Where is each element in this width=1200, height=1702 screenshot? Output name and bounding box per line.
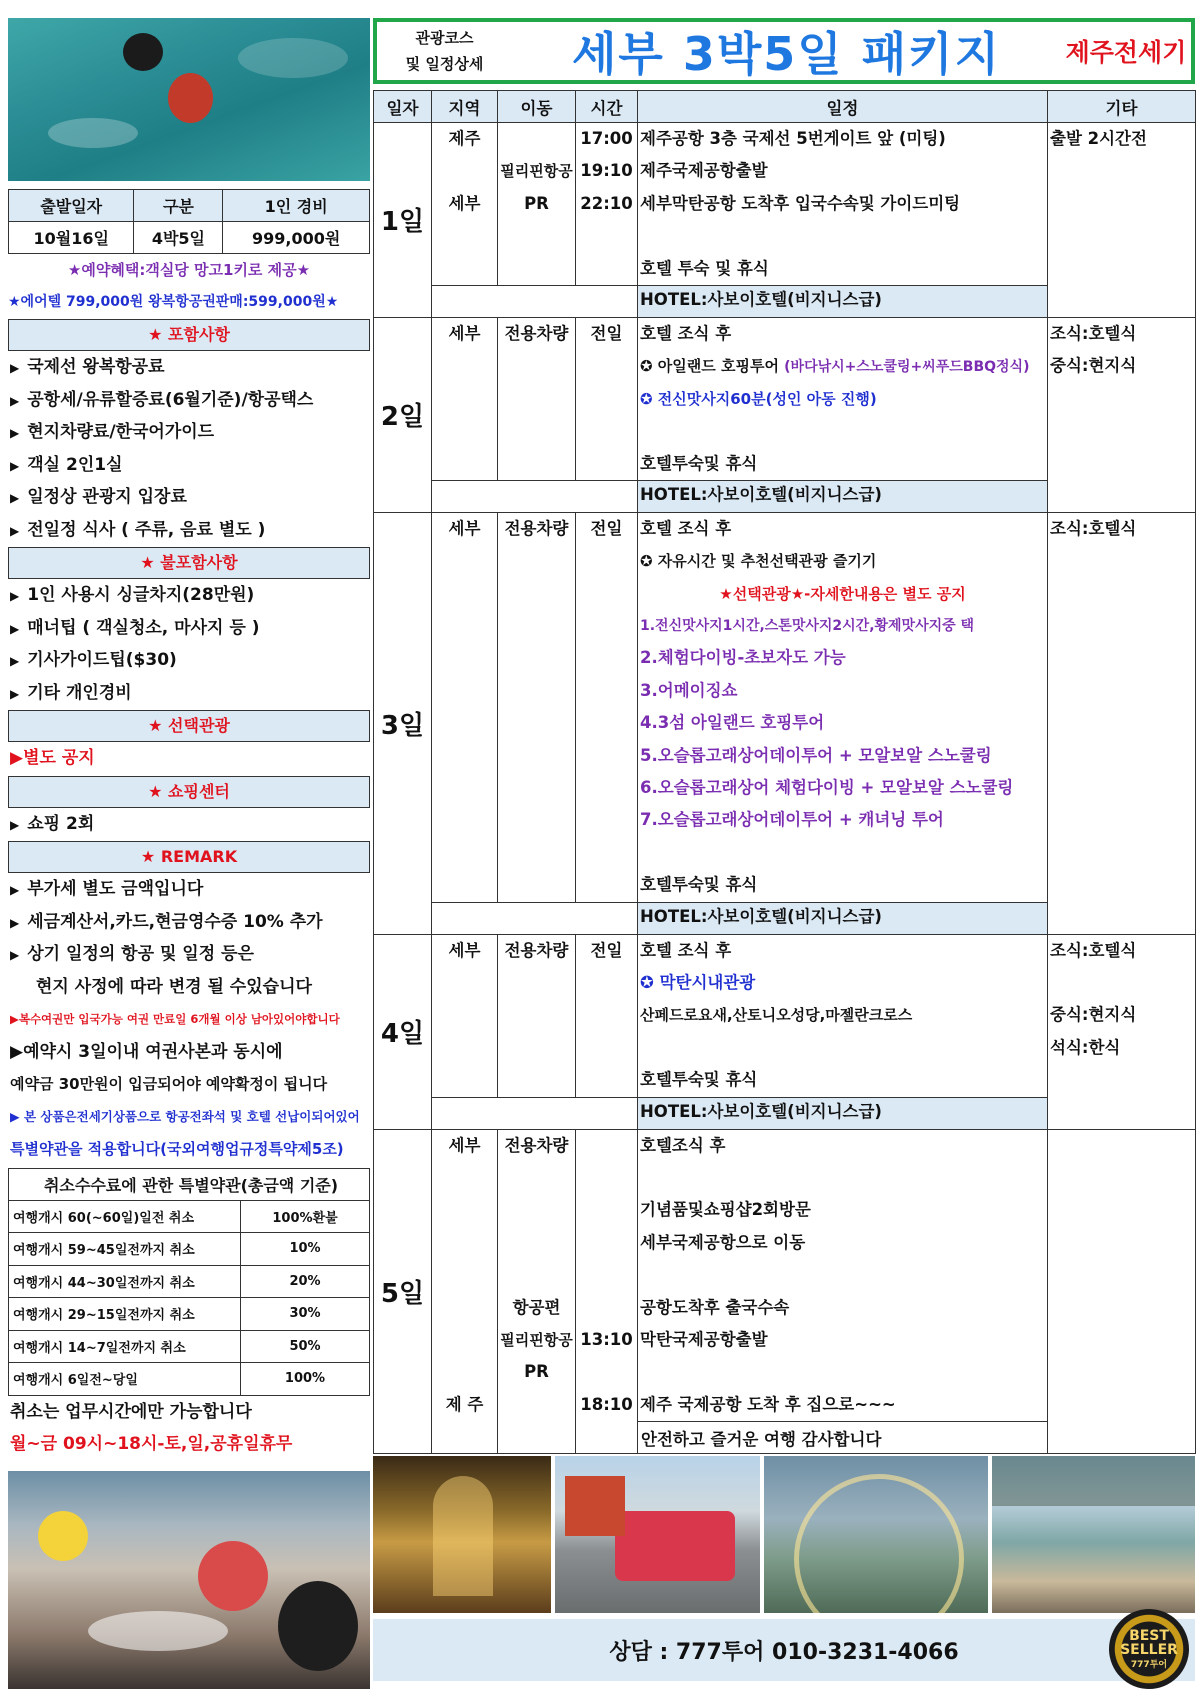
move-cell: 필리핀항공 PR — [498, 123, 576, 286]
info-type: 4박5일 — [134, 222, 223, 254]
bullet-icon: ▶ — [10, 621, 20, 636]
cancel-label: 여행개시 60(~60일)일전 취소 — [9, 1200, 241, 1233]
tree-line — [992, 1456, 1195, 1506]
special-line-1: ▶ 본 상품은전세기상품으로 항공전좌석 및 호텔 선납이되어있어 — [10, 1108, 360, 1124]
bullet-icon: ▶ — [10, 426, 20, 440]
cancel-table — [8, 1168, 370, 1396]
included-item: ▶ 객실 2인1실 — [10, 454, 123, 475]
excluded-header: ★ 불포함사항 — [8, 547, 370, 579]
day-4-row — [374, 934, 1196, 1097]
cancel-title: 취소수수료에 관한 특별약관(총금액 기준) — [9, 1168, 370, 1200]
cancel-pct: 30% — [241, 1298, 370, 1331]
bullet-icon: ▶ — [10, 491, 20, 505]
title-sub-line: 관광코스 — [415, 29, 474, 47]
special-line-2: 특별약관을 적용합니다(국외여행업규정특약제5조) — [10, 1140, 344, 1158]
move-cell: 전용차량 — [498, 512, 576, 902]
bullet-icon: ▶ — [10, 883, 20, 897]
cancel-row — [9, 1233, 370, 1266]
move-cell: 전용차량 — [498, 934, 576, 1097]
included-item: ▶ 전일정 식사 ( 주류, 음료 별도 ) — [10, 519, 266, 540]
remark-header: ★ REMARK — [8, 841, 370, 873]
badge-text: SELLER — [1120, 1641, 1178, 1658]
day-5-row — [374, 1129, 1196, 1422]
right-column — [373, 18, 1195, 1681]
title-sub-line: 및 일정상세 — [405, 55, 484, 73]
bullet-icon: ▶ — [10, 361, 20, 375]
day-label: 2일 — [374, 317, 432, 512]
col-header-region: 지역 — [432, 91, 498, 123]
group-lunch-photo — [8, 1471, 370, 1689]
agency-name: 제주전세기 — [1065, 38, 1187, 67]
page-title: 세부 3박5일 패키지 — [571, 27, 1002, 81]
region-cell: 세부 제 주 — [432, 1129, 498, 1454]
bullet-icon: ▶ — [10, 817, 20, 832]
cancel-label: 여행개시 59~45일전까지 취소 — [9, 1233, 241, 1266]
bullet-icon: ▶ — [10, 948, 20, 962]
hotel-line: HOTEL:사보이호텔(비지니스급) — [638, 902, 1048, 934]
cancel-pct: 50% — [241, 1330, 370, 1363]
star-sticker — [38, 1511, 88, 1561]
bullet-icon: ▶ — [10, 915, 20, 930]
cancel-pct: 20% — [241, 1265, 370, 1298]
bullet-icon: ▶ — [10, 686, 20, 701]
water-ripple — [48, 118, 138, 148]
jeepney-photo — [555, 1456, 760, 1613]
day-label: 1일 — [374, 123, 432, 318]
time-cell: 전일 — [576, 512, 638, 902]
plan-cell: 호텔 조식 후 ✪ 막탄시내관광 산페드로요새,산토니오성당,마젤란크로스 호텔투숙및 휴식 — [638, 934, 1048, 1097]
shopping-item: ▶ 쇼핑 2회 — [10, 813, 95, 834]
etc-cell: 조식:호텔식 — [1048, 512, 1196, 934]
person-figure — [278, 1581, 358, 1671]
cathedral-photo — [373, 1456, 551, 1613]
jeepney-vehicle — [615, 1511, 735, 1581]
passport-note: ▶복수여권만 입국가능 여권 만료일 6개월 이상 남아있어야합니다 — [10, 1012, 340, 1026]
hotel-blank — [432, 480, 638, 512]
bullet-icon: ▶ — [10, 458, 20, 473]
cancel-label: 여행개시 44~30일전까지 취소 — [9, 1265, 241, 1298]
rainbow-photo — [764, 1456, 988, 1613]
hotel-blank — [432, 1097, 638, 1129]
snorkeler-figure — [123, 33, 163, 71]
deposit-line-2: 예약금 30만원이 입금되어야 예약확정이 됩니다 — [10, 1075, 328, 1093]
info-date: 10월16일 — [9, 222, 134, 254]
region-cell: 세부 — [432, 512, 498, 902]
col-header-day: 일자 — [374, 91, 432, 123]
title-subtitle — [377, 25, 512, 77]
water-ripple — [238, 38, 348, 78]
time-cell: 13:10 18:10 — [576, 1129, 638, 1454]
col-header-time: 시간 — [576, 91, 638, 123]
benefit-line: ★예약혜택:객실당 망고1키로 제공★ — [67, 261, 311, 279]
cancel-pct: 10% — [241, 1233, 370, 1266]
optional-item: ▶별도 공지 — [10, 748, 95, 768]
move-cell: 전용차량 — [498, 317, 576, 480]
cancel-row — [9, 1200, 370, 1233]
included-item: ▶ 일정상 관광지 입장료 — [10, 487, 187, 507]
info-table — [8, 189, 370, 254]
cancel-row — [9, 1265, 370, 1298]
col-header-plan: 일정 — [638, 91, 1048, 123]
day-3-row — [374, 512, 1196, 902]
cancel-row — [9, 1363, 370, 1396]
cancel-pct: 100% — [241, 1363, 370, 1396]
day-label: 4일 — [374, 934, 432, 1129]
included-item: ▶ 현지차량료/한국어가이드 — [10, 422, 215, 442]
hotel-blank — [432, 285, 638, 317]
footer — [373, 1619, 1195, 1681]
cancel-label: 여행개시 29~15일전까지 취소 — [9, 1298, 241, 1331]
price-line: ★에어텔 799,000원 왕복항공권판매:599,000원★ — [8, 294, 339, 310]
time-cell: 전일 — [576, 317, 638, 480]
excluded-item: ▶ 기타 개인경비 — [10, 682, 132, 703]
bullet-icon: ▶ — [10, 654, 20, 668]
cancel-row — [9, 1330, 370, 1363]
time-cell: 전일 — [576, 934, 638, 1097]
contact-line: 상담 : 777투어 010-3231-4066 — [609, 1639, 959, 1665]
excluded-item: ▶ 매너팁 ( 객실청소, 마사지 등 ) — [10, 617, 260, 638]
hotel-blank — [432, 902, 638, 934]
excluded-item: ▶ 1인 사용시 싱글차지(28만원) — [10, 585, 255, 605]
day-label: 5일 — [374, 1129, 432, 1454]
photo-strip — [373, 1456, 1195, 1613]
included-item: ▶ 공항세/유류할증료(6월기준)/항공택스 — [10, 389, 314, 410]
info-price: 999,000원 — [223, 222, 370, 254]
cancel-note-2: 월~금 09시~18시-토,일,공휴일휴무 — [10, 1434, 293, 1454]
cancel-label: 여행개시 6일전~당일 — [9, 1363, 241, 1396]
snorkeling-photo — [8, 18, 370, 181]
farewell-line: 안전하고 즐거운 여행 감사합니다 — [638, 1422, 1048, 1454]
bullet-icon: ▶ — [10, 393, 20, 408]
region-cell: 제주 세부 — [432, 123, 498, 286]
remark-item: ▶ 세금계산서,카드,현금영수증 10% 추가 — [10, 911, 323, 932]
schedule-table — [373, 90, 1196, 1454]
region-cell: 세부 — [432, 934, 498, 1097]
etc-cell: 조식:호텔식 중식:현지식 석식:한식 — [1048, 934, 1196, 1129]
included-header: ★ 포함사항 — [8, 319, 370, 351]
best-seller-badge — [1109, 1609, 1189, 1689]
day-label: 3일 — [374, 512, 432, 934]
bullet-icon: ▶ — [10, 589, 20, 603]
info-header-type: 구분 — [134, 190, 223, 222]
day-1-row — [374, 123, 1196, 286]
remark-item-indent: 현지 사정에 따라 변경 될 수있습니다 — [36, 976, 312, 997]
shopping-header: ★ 쇼핑센터 — [8, 776, 370, 808]
optional-header: ★ 선택관광 — [8, 710, 370, 742]
badge-text: BEST — [1129, 1627, 1169, 1644]
time-cell: 17:00 19:10 22:10 — [576, 123, 638, 286]
title-box — [373, 18, 1195, 84]
deposit-line-1: ▶예약시 3일이내 여권사본과 동시에 — [10, 1041, 283, 1062]
hotel-line: HOTEL:사보이호텔(비지니스급) — [638, 480, 1048, 512]
info-header-price: 1인 경비 — [223, 190, 370, 222]
person-figure — [198, 1541, 268, 1611]
col-header-move: 이동 — [498, 91, 576, 123]
excluded-item: ▶ 기사가이드팁($30) — [10, 650, 177, 670]
col-header-etc: 기타 — [1048, 91, 1196, 123]
info-header-date: 출발일자 — [9, 190, 134, 222]
cancel-note-1: 취소는 업무시간에만 가능합니다 — [10, 1401, 252, 1422]
badge-text: 777투어 — [1130, 1659, 1168, 1670]
region-cell: 세부 — [432, 317, 498, 480]
included-item: ▶ 국제선 왕복항공료 — [10, 357, 165, 377]
altar-arch — [433, 1476, 493, 1596]
red-building — [565, 1476, 625, 1536]
plan-cell: 호텔 조식 후 ✪ 아일랜드 호핑투어 (바다낚시+스노쿨링+씨푸드BBQ정식) ✪ 전신맛사지60분(성인 아동 진행) 호텔투숙및 휴식 — [638, 317, 1048, 480]
bullet-icon: ▶ — [10, 523, 20, 538]
cancel-row — [9, 1298, 370, 1331]
remark-item: ▶ 부가세 별도 금액입니다 — [10, 879, 204, 899]
cancel-pct: 100%환불 — [241, 1200, 370, 1233]
plan-cell: 호텔조식 후 기념품및쇼핑샵2회방문 세부국제공항으로 이동 공항도착후 출국수속 막탄국제공항출발 제주 국제공항 도착 후 집으로~~~ — [638, 1129, 1048, 1422]
day-2-row — [374, 317, 1196, 480]
table-food — [88, 1611, 228, 1651]
etc-cell: 출발 2시간전 — [1048, 123, 1196, 318]
cancel-label: 여행개시 14~7일전까지 취소 — [9, 1330, 241, 1363]
etc-cell — [1048, 1129, 1196, 1454]
remark-item: ▶ 상기 일정의 항공 및 일정 등은 — [10, 944, 254, 964]
plan-cell: 호텔 조식 후 ✪ 자유시간 및 추천선택관광 즐기기 ★선택관광★-자세한내용은 별도 공지 1.전신맛사지1시간,스톤맛사지2시간,황제맛사지중 택 2.체험다이빙-초보자도 가능 3.어메이징쇼 4.3섬 아일랜드 호핑투어 5.오슬롭고래상어데이투어 + 모알보알 스노쿨링 6.오슬롭고래상어 체험다이빙 + 모알보알 스노쿨링 7.오슬롭고래상어데이투어 + 캐녀닝 투어 호텔투숙및 휴식 — [638, 512, 1048, 902]
snorkeler-figure — [168, 73, 213, 123]
rainbow-arc — [794, 1474, 964, 1613]
left-column — [8, 18, 370, 1689]
plan-cell: 제주공항 3층 국제선 5번게이트 앞 (미팅) 제주국제공항출발 세부막탄공항 도착후 입국수속및 가이드미팅 호텔 투숙 및 휴식 — [638, 123, 1048, 286]
hotel-line: HOTEL:사보이호텔(비지니스급) — [638, 1097, 1048, 1129]
move-cell: 전용차량 항공편 필리핀항공 PR — [498, 1129, 576, 1454]
etc-cell: 조식:호텔식 중식:현지식 — [1048, 317, 1196, 512]
beach-photo — [992, 1456, 1195, 1613]
hotel-line: HOTEL:사보이호텔(비지니스급) — [638, 285, 1048, 317]
